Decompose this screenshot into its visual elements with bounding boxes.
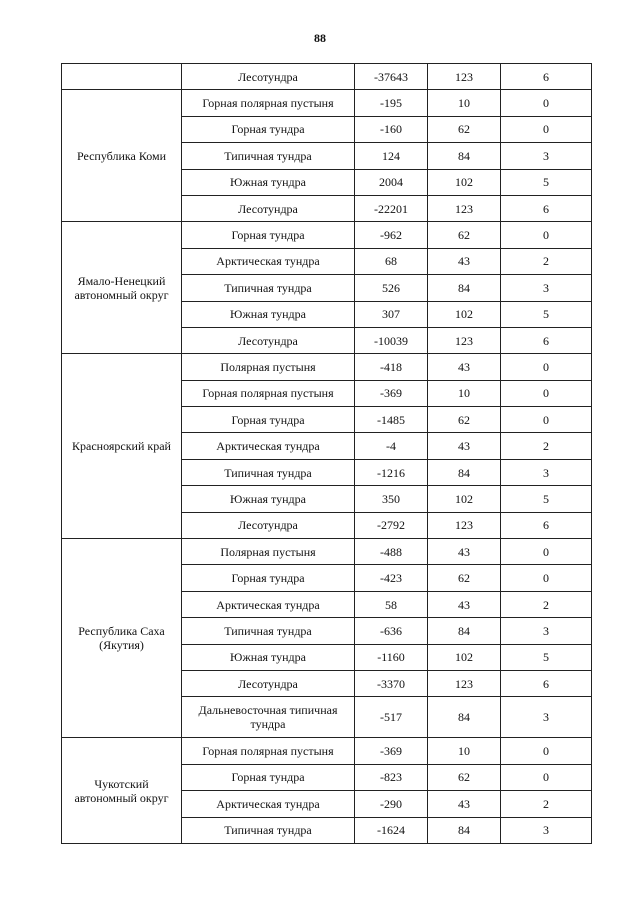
value-cell-3: 6 <box>501 512 592 538</box>
value-cell-3: 0 <box>501 539 592 565</box>
value-cell-2: 123 <box>428 512 501 538</box>
table-row <box>62 222 592 248</box>
value-cell-2: 43 <box>428 248 501 274</box>
value-cell-1: -517 <box>355 697 428 738</box>
value-cell-3: 3 <box>501 459 592 485</box>
value-cell-2: 43 <box>428 354 501 380</box>
value-cell-3: 6 <box>501 327 592 353</box>
value-cell-1: -290 <box>355 791 428 817</box>
value-cell-3: 3 <box>501 697 592 738</box>
value-cell-3: 0 <box>501 738 592 764</box>
value-cell-2: 10 <box>428 738 501 764</box>
zone-cell: Арктическая тундра <box>182 433 355 459</box>
value-cell-1: -369 <box>355 380 428 406</box>
zone-cell: Типичная тундра <box>182 817 355 843</box>
value-cell-1: -636 <box>355 618 428 644</box>
value-cell-1: -4 <box>355 433 428 459</box>
value-cell-1: -160 <box>355 116 428 142</box>
region-cell <box>62 64 182 90</box>
value-cell-1: -823 <box>355 764 428 790</box>
value-cell-3: 0 <box>501 764 592 790</box>
value-cell-3: 6 <box>501 195 592 221</box>
value-cell-3: 6 <box>501 670 592 696</box>
value-cell-2: 84 <box>428 275 501 301</box>
value-cell-2: 10 <box>428 90 501 116</box>
zone-cell: Южная тундра <box>182 486 355 512</box>
value-cell-2: 123 <box>428 64 501 90</box>
zone-cell: Лесотундра <box>182 512 355 538</box>
value-cell-1: -1624 <box>355 817 428 843</box>
zone-cell: Горная тундра <box>182 407 355 433</box>
value-cell-3: 3 <box>501 275 592 301</box>
value-cell-1: -2792 <box>355 512 428 538</box>
zone-cell: Горная тундра <box>182 116 355 142</box>
zone-cell: Арктическая тундра <box>182 591 355 617</box>
value-cell-2: 84 <box>428 697 501 738</box>
value-cell-1: -1160 <box>355 644 428 670</box>
value-cell-3: 5 <box>501 301 592 327</box>
zone-cell: Типичная тундра <box>182 275 355 301</box>
value-cell-3: 5 <box>501 644 592 670</box>
value-cell-3: 0 <box>501 222 592 248</box>
region-cell: Красноярский край <box>62 354 182 539</box>
zone-cell: Типичная тундра <box>182 459 355 485</box>
value-cell-1: -1485 <box>355 407 428 433</box>
value-cell-2: 43 <box>428 433 501 459</box>
value-cell-3: 0 <box>501 565 592 591</box>
value-cell-1: -22201 <box>355 195 428 221</box>
zone-cell: Полярная пустыня <box>182 354 355 380</box>
value-cell-3: 6 <box>501 64 592 90</box>
zone-cell: Лесотундра <box>182 195 355 221</box>
value-cell-1: -10039 <box>355 327 428 353</box>
value-cell-3: 2 <box>501 591 592 617</box>
value-cell-1: -37643 <box>355 64 428 90</box>
value-cell-1: -369 <box>355 738 428 764</box>
zone-cell: Типичная тундра <box>182 143 355 169</box>
value-cell-2: 43 <box>428 591 501 617</box>
value-cell-1: 350 <box>355 486 428 512</box>
zone-cell: Арктическая тундра <box>182 791 355 817</box>
value-cell-1: -962 <box>355 222 428 248</box>
value-cell-3: 0 <box>501 90 592 116</box>
value-cell-3: 2 <box>501 248 592 274</box>
table-row <box>62 64 592 90</box>
zone-cell: Горная полярная пустыня <box>182 738 355 764</box>
value-cell-3: 3 <box>501 618 592 644</box>
value-cell-2: 123 <box>428 670 501 696</box>
value-cell-3: 2 <box>501 791 592 817</box>
zone-cell: Южная тундра <box>182 644 355 670</box>
zone-cell: Горная полярная пустыня <box>182 90 355 116</box>
value-cell-3: 2 <box>501 433 592 459</box>
value-cell-2: 84 <box>428 143 501 169</box>
region-cell: Республика Коми <box>62 90 182 222</box>
value-cell-2: 102 <box>428 486 501 512</box>
value-cell-3: 0 <box>501 407 592 433</box>
table-row <box>62 539 592 565</box>
value-cell-2: 10 <box>428 380 501 406</box>
value-cell-1: -3370 <box>355 670 428 696</box>
value-cell-2: 62 <box>428 565 501 591</box>
value-cell-1: -195 <box>355 90 428 116</box>
value-cell-2: 123 <box>428 327 501 353</box>
value-cell-2: 84 <box>428 817 501 843</box>
value-cell-3: 3 <box>501 817 592 843</box>
value-cell-1: -1216 <box>355 459 428 485</box>
value-cell-2: 62 <box>428 764 501 790</box>
value-cell-1: 68 <box>355 248 428 274</box>
zone-cell: Южная тундра <box>182 301 355 327</box>
value-cell-3: 3 <box>501 143 592 169</box>
value-cell-2: 62 <box>428 116 501 142</box>
data-table <box>61 63 592 844</box>
table-row <box>62 90 592 116</box>
value-cell-2: 62 <box>428 407 501 433</box>
zone-cell: Горная тундра <box>182 764 355 790</box>
value-cell-1: 124 <box>355 143 428 169</box>
zone-cell: Горная полярная пустыня <box>182 380 355 406</box>
zone-cell: Арктическая тундра <box>182 248 355 274</box>
value-cell-2: 102 <box>428 169 501 195</box>
value-cell-2: 43 <box>428 791 501 817</box>
value-cell-2: 102 <box>428 301 501 327</box>
zone-cell: Лесотундра <box>182 670 355 696</box>
zone-cell: Горная тундра <box>182 565 355 591</box>
value-cell-3: 0 <box>501 380 592 406</box>
zone-cell: Лесотундра <box>182 64 355 90</box>
value-cell-1: 58 <box>355 591 428 617</box>
value-cell-3: 5 <box>501 486 592 512</box>
zone-cell: Дальневосточная типичная тундра <box>182 697 355 738</box>
zone-cell: Южная тундра <box>182 169 355 195</box>
zone-cell: Типичная тундра <box>182 618 355 644</box>
zone-cell: Лесотундра <box>182 327 355 353</box>
value-cell-2: 62 <box>428 222 501 248</box>
region-cell: Республика Саха (Якутия) <box>62 539 182 738</box>
value-cell-1: -423 <box>355 565 428 591</box>
table-body <box>62 64 592 844</box>
value-cell-1: 2004 <box>355 169 428 195</box>
zone-cell: Горная тундра <box>182 222 355 248</box>
value-cell-2: 43 <box>428 539 501 565</box>
value-cell-2: 102 <box>428 644 501 670</box>
value-cell-2: 123 <box>428 195 501 221</box>
value-cell-1: -418 <box>355 354 428 380</box>
page-number: 88 <box>314 31 326 45</box>
value-cell-3: 5 <box>501 169 592 195</box>
value-cell-1: -488 <box>355 539 428 565</box>
value-cell-2: 84 <box>428 618 501 644</box>
value-cell-3: 0 <box>501 116 592 142</box>
zone-cell: Полярная пустыня <box>182 539 355 565</box>
region-cell: Ямало-Ненецкий автономный округ <box>62 222 182 354</box>
value-cell-2: 84 <box>428 459 501 485</box>
value-cell-1: 526 <box>355 275 428 301</box>
table-row <box>62 354 592 380</box>
region-cell: Чукотский автономный округ <box>62 738 182 844</box>
value-cell-1: 307 <box>355 301 428 327</box>
value-cell-3: 0 <box>501 354 592 380</box>
table-row <box>62 738 592 764</box>
